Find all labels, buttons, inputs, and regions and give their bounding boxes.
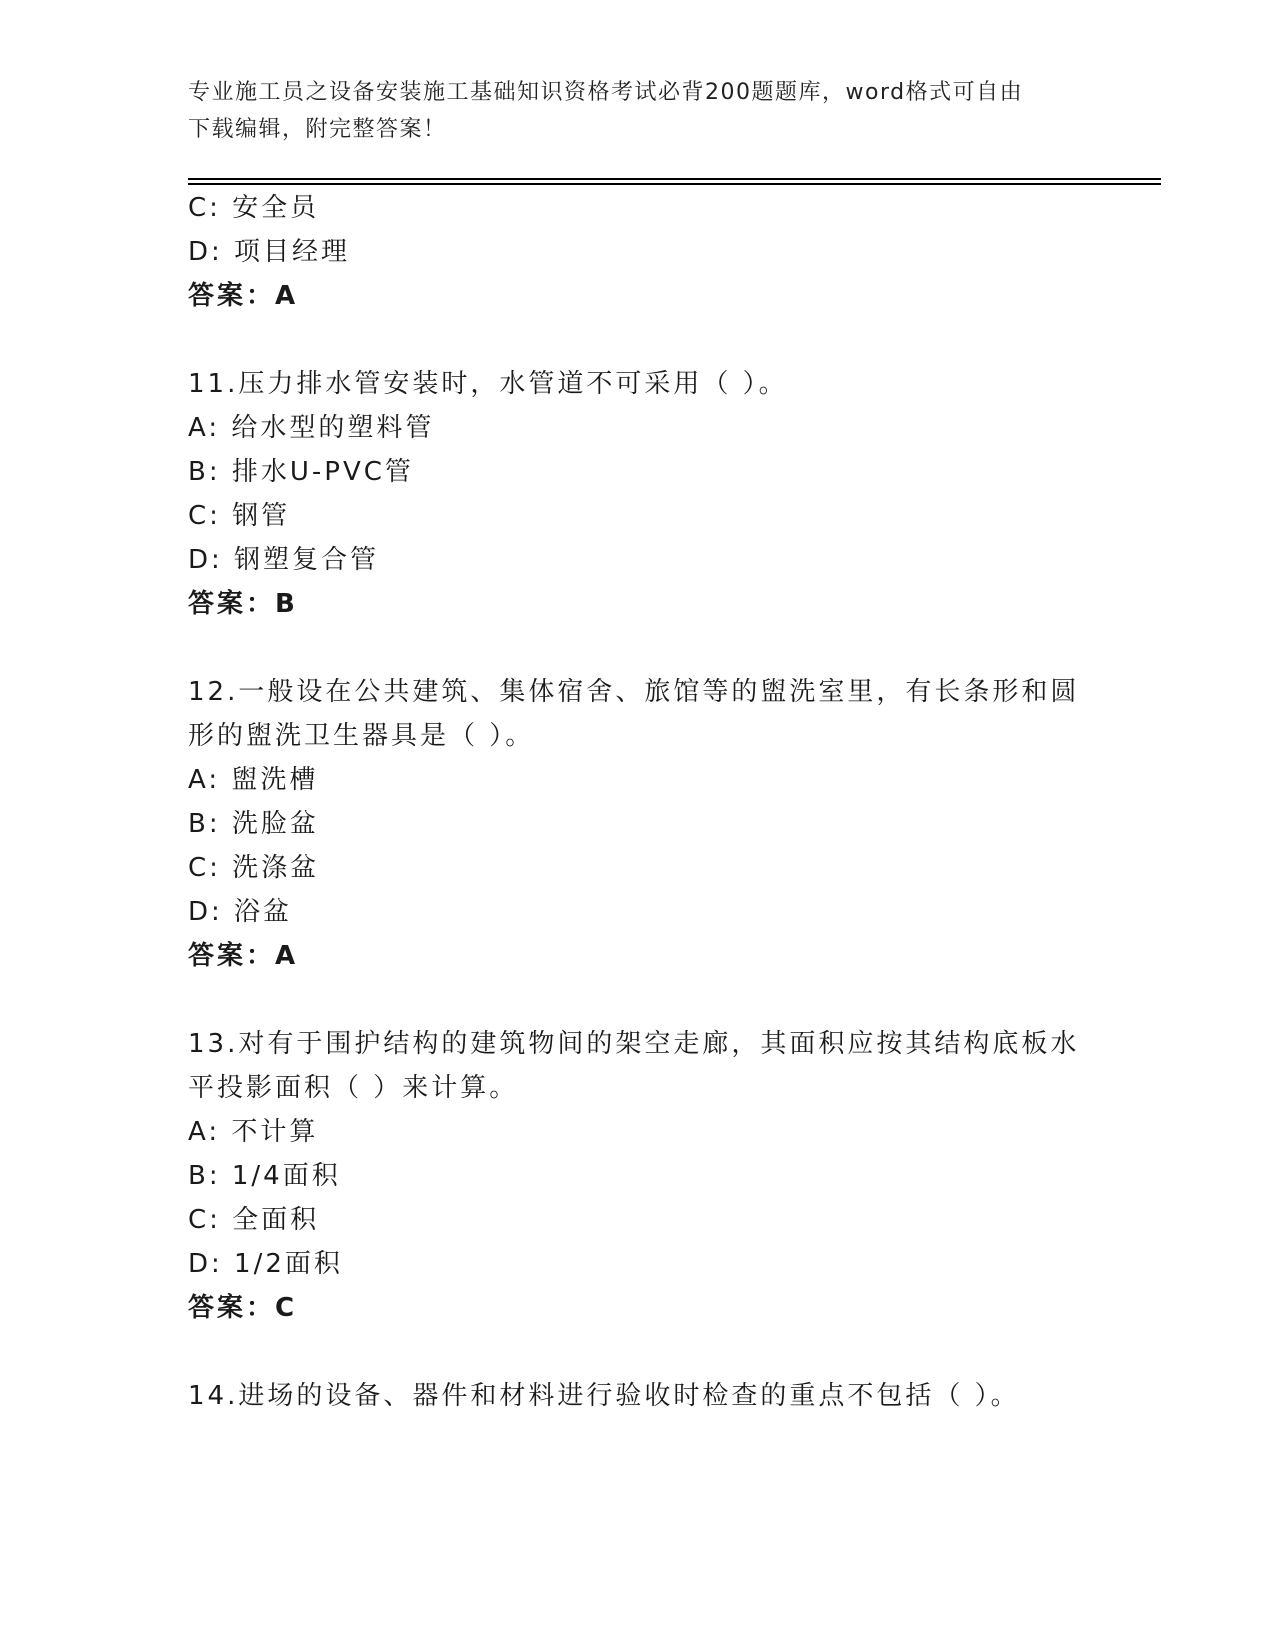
question-11-option-d: D: 钢塑复合管 bbox=[188, 545, 380, 575]
question-13-stem-line-2: 平投影面积（ ）来计算。 bbox=[188, 1073, 519, 1103]
question-13-option-a: A: 不计算 bbox=[188, 1117, 319, 1147]
question-12-option-a: A: 盥洗槽 bbox=[188, 765, 319, 795]
prev-option-c: C: 安全员 bbox=[188, 193, 320, 223]
prev-answer: 答案：A bbox=[188, 281, 299, 311]
prev-option-d: D: 项目经理 bbox=[188, 237, 351, 267]
question-13-stem-line-1: 13.对有于围护结构的建筑物间的架空走廊，其面积应按其结构底板水 bbox=[188, 1029, 1080, 1059]
header-divider-top bbox=[188, 178, 1161, 180]
question-12-stem-line-2: 形的盥洗卫生器具是（ ）。 bbox=[188, 721, 535, 751]
header-line-1: 专业施工员之设备安装施工基础知识资格考试必背200题题库，word格式可自由 bbox=[188, 80, 1024, 105]
header-line-2: 下载编辑，附完整答案！ bbox=[188, 117, 447, 142]
question-11-stem: 11.压力排水管安装时，水管道不可采用（ ）。 bbox=[188, 369, 788, 399]
question-11-answer: 答案：B bbox=[188, 589, 298, 619]
document-header bbox=[188, 74, 1078, 148]
question-12-option-c: C: 洗涤盆 bbox=[188, 853, 320, 883]
question-13-option-b: B: 1/4面积 bbox=[188, 1161, 341, 1191]
question-14-stem: 14.进场的设备、器件和材料进行验收时检查的重点不包括（ ）。 bbox=[188, 1381, 1020, 1411]
question-12-option-b: B: 洗脸盆 bbox=[188, 809, 319, 839]
question-11-option-c: C: 钢管 bbox=[188, 501, 291, 531]
question-13-answer: 答案：C bbox=[188, 1293, 298, 1323]
header-divider-bottom bbox=[188, 183, 1161, 185]
question-13-option-c: C: 全面积 bbox=[188, 1205, 320, 1235]
question-11-option-b: B: 排水U-PVC管 bbox=[188, 457, 414, 487]
question-11-option-a: A: 给水型的塑料管 bbox=[188, 413, 435, 443]
question-13-option-d: D: 1/2面积 bbox=[188, 1249, 343, 1279]
question-12-answer: 答案：A bbox=[188, 941, 299, 971]
question-12-option-d: D: 浴盆 bbox=[188, 897, 293, 927]
question-12-stem-line-1: 12.一般设在公共建筑、集体宿舍、旅馆等的盥洗室里，有长条形和圆 bbox=[188, 677, 1080, 707]
